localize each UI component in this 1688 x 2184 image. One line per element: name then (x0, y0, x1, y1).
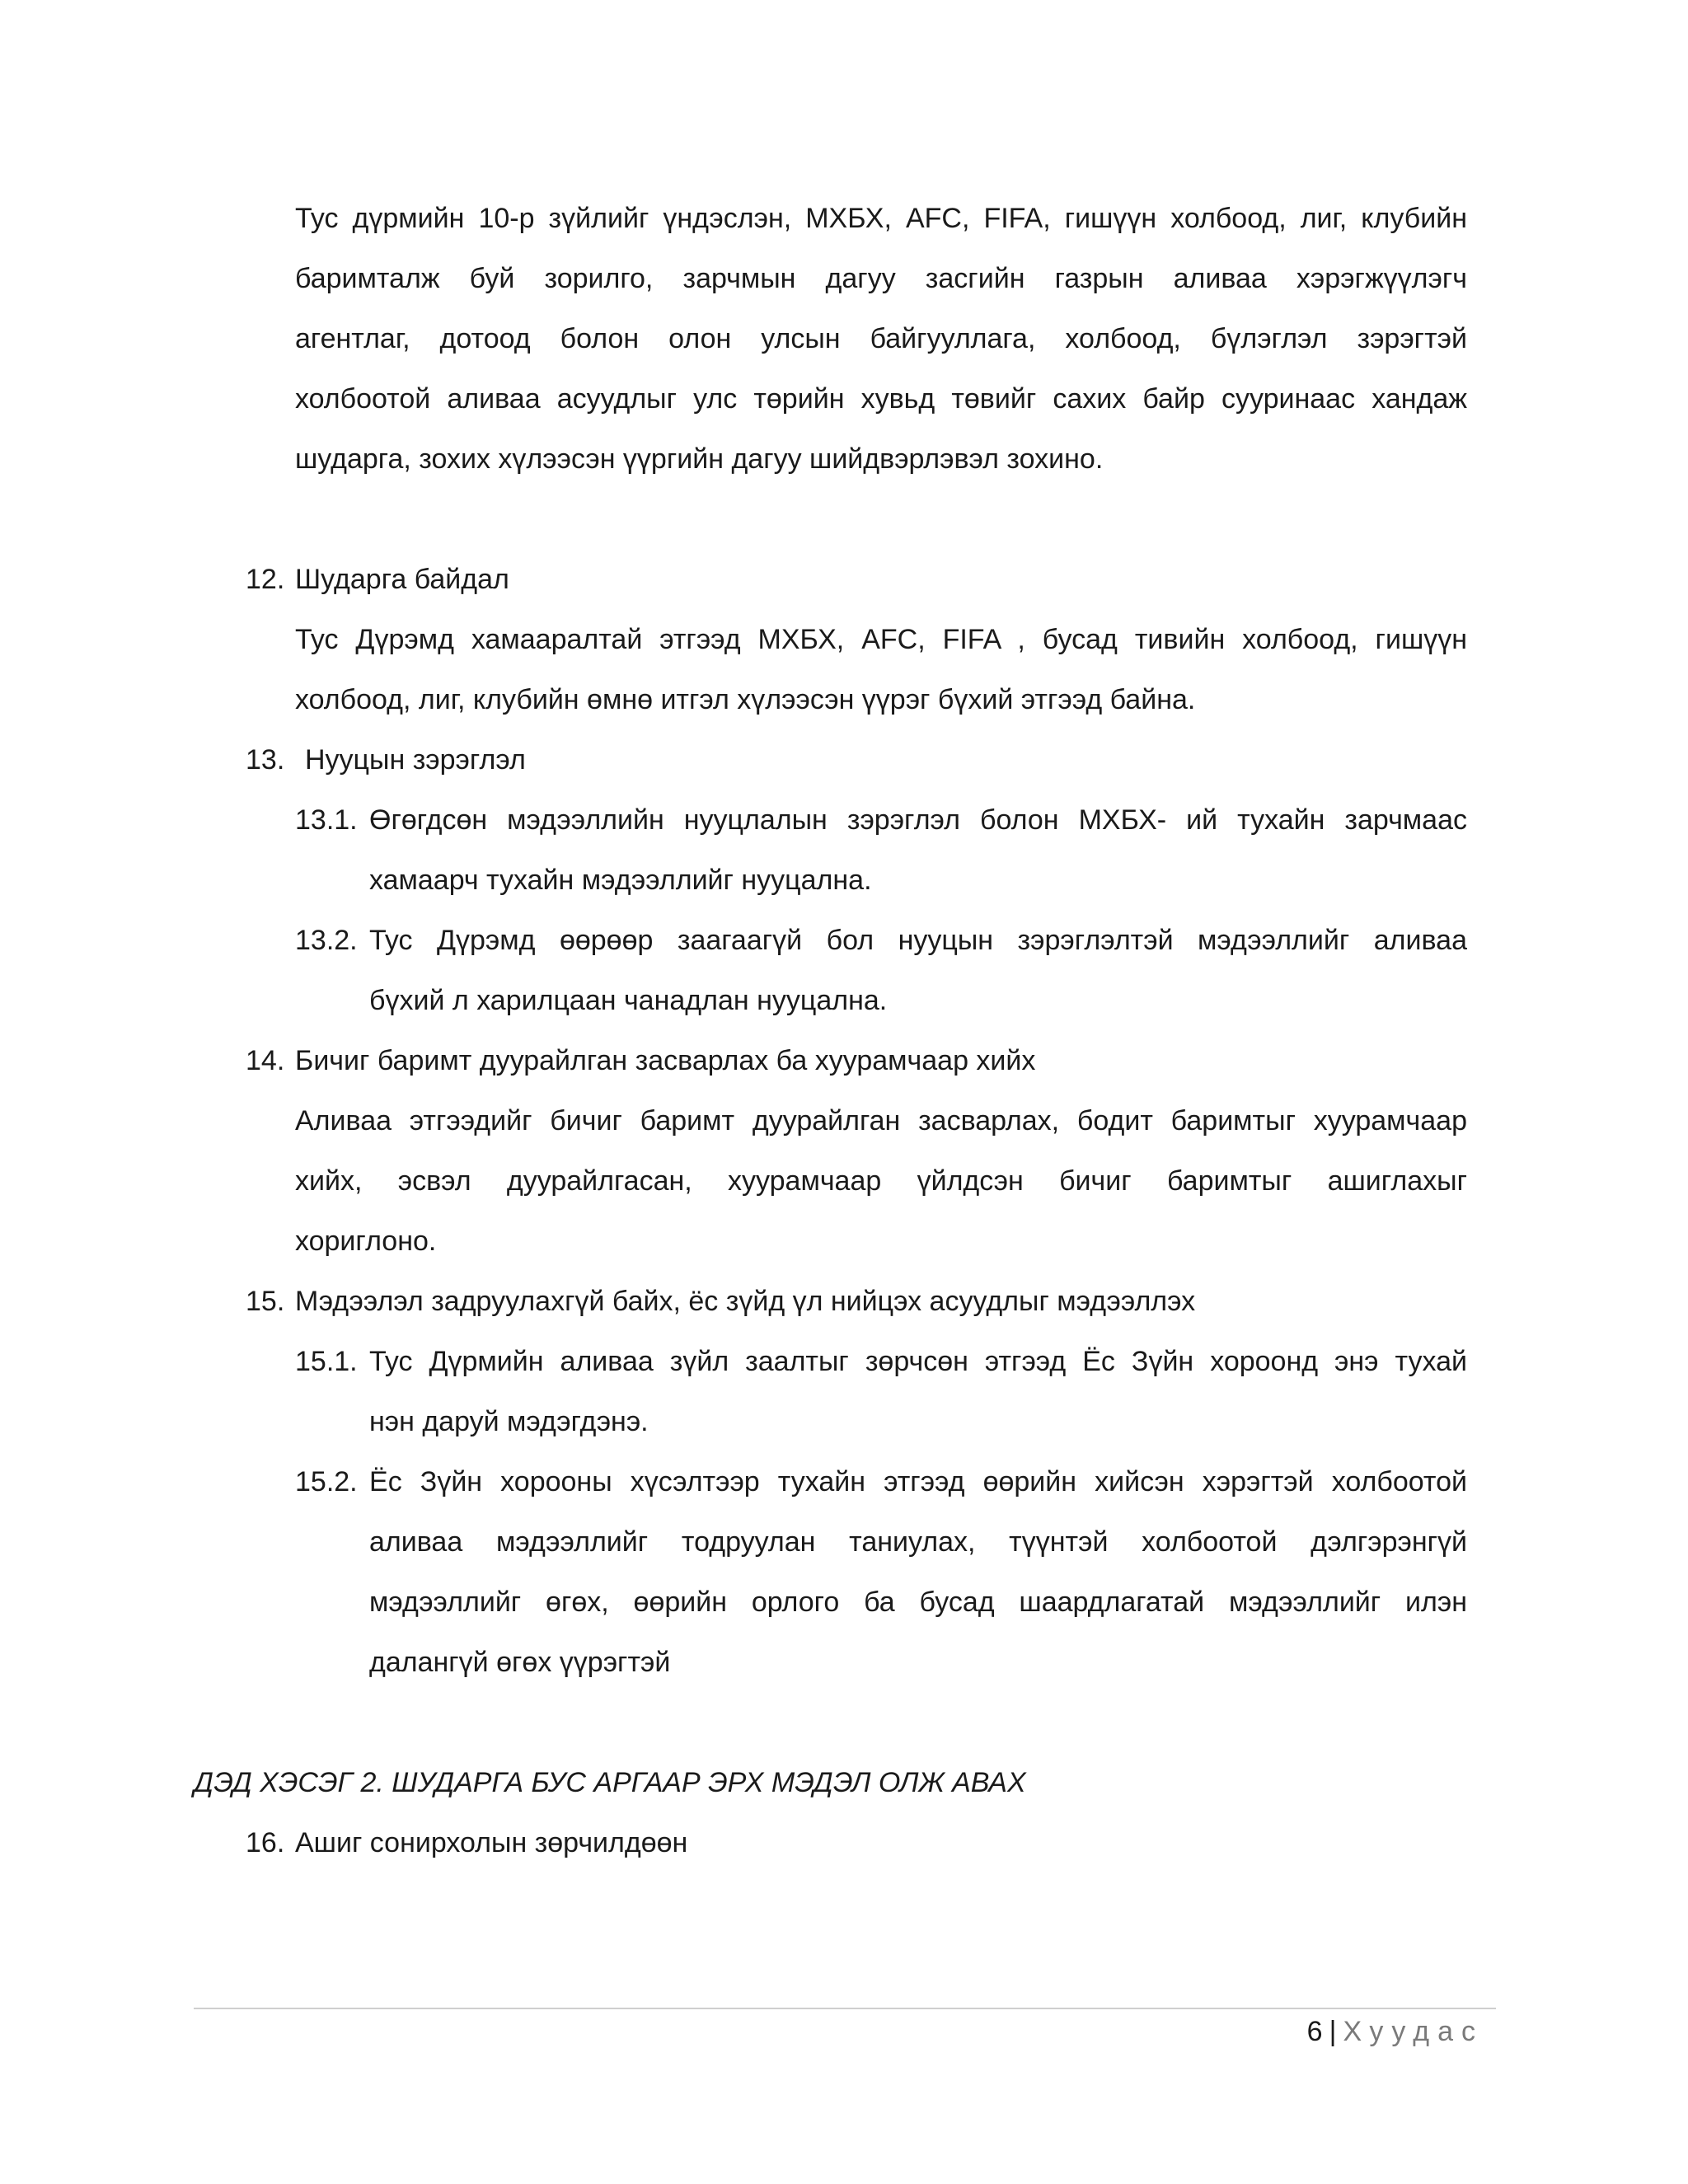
section-number: 16. (246, 1827, 285, 1858)
text-line: Тус Дүрмийн аливаа зүйл заалтыг зөрчсөн этгээд Ёс Зүйн хороонд энэ тухай (369, 1346, 1467, 1377)
text-line: бүхий л харилцаан чанадлан нууцална. (369, 985, 888, 1016)
section-title: Мэдээлэл задруулахгүй байх, ёс зүйд үл нийцэх асуудлыг мэдээллэх (295, 1286, 1196, 1317)
part-heading: ДЭД ХЭСЭГ 2. ШУДАРГА БУС АРГААР ЭРХ МЭДЭЛ ОЛЖ АВАХ (194, 1767, 1026, 1798)
text-line: нэн даруй мэдэгдэнэ. (369, 1406, 649, 1437)
subsection-number: 13.2. (295, 925, 358, 956)
subsection-number: 15.2. (295, 1466, 358, 1497)
section-number: 12. (246, 564, 285, 595)
footer-divider (194, 2008, 1496, 2009)
text-line: агентлаг, дотоод болон олон улсын байгууллага, холбоод, бүлэглэл зэрэгтэй (295, 323, 1467, 354)
section-number: 14. (246, 1045, 285, 1076)
text-line: холбоод, лиг, клубийн өмнө итгэл хүлээсэн үүрэг бүхий этгээд байна. (295, 684, 1196, 715)
text-line: Тус Дүрэмд хамааралтай этгээд МХБХ, AFC, FIFA , бусад тивийн холбоод, гишүүн (295, 624, 1467, 655)
text-line: хориглоно. (295, 1226, 437, 1257)
subsection-number: 15.1. (295, 1346, 358, 1377)
text-line: Аливаа этгээдийг бичиг баримт дуурайлган засварлах, бодит баримтыг хуурамчаар (295, 1105, 1467, 1137)
section-number: 13. (246, 744, 285, 776)
text-line: мэдээллийг өгөх, өөрийн орлого ба бусад шаардлагатай мэдээллийг илэн (369, 1586, 1467, 1618)
subsection-number: 13.1. (295, 804, 358, 836)
page-label: Хуудас (1343, 2016, 1484, 2047)
text-line: аливаа мэдээллийг тодруулан таниулах, түүнтэй холбоотой дэлгэрэнгүй (369, 1526, 1467, 1558)
page-number: 6 (1306, 2016, 1323, 2047)
section-title: Ашиг сонирхолын зөрчилдөөн (295, 1827, 688, 1858)
footer-separator: | (1329, 2016, 1337, 2047)
section-title: Бичиг баримт дуурайлган засварлах ба хуурамчаар хийх (295, 1045, 1036, 1076)
section-title: Нууцын зэрэглэл (305, 744, 526, 776)
text-line: хийх, эсвэл дуурайлгасан, хуурамчаар үйлдсэн бичиг баримтыг ашиглахыг (295, 1165, 1467, 1197)
text-line: далангүй өгөх үүрэгтэй (369, 1647, 671, 1678)
text-line: баримталж буй зорилго, зарчмын дагуу засгийн газрын аливаа хэрэгжүүлэгч (295, 263, 1467, 294)
text-line: Тус Дүрэмд өөрөөр заагаагүй бол нууцын зэрэглэлтэй мэдээллийг аливаа (369, 925, 1467, 956)
text-line: Тус дүрмийн 10-р зүйлийг үндэслэн, МХБХ, AFC, FIFA, гишүүн холбоод, лиг, клубийн (295, 203, 1467, 234)
text-line: холбоотой аливаа асуудлыг улс төрийн хувьд төвийг сахих байр сууринаас хандаж (295, 383, 1467, 415)
text-line: шударга, зохих хүлээсэн үүргийн дагуу шийдвэрлэвэл зохино. (295, 443, 1104, 475)
text-line: Өгөгдсөн мэдээллийн нууцлалын зэрэглэл болон МХБХ- ий тухайн зарчмаас (369, 804, 1467, 836)
section-number: 15. (246, 1286, 285, 1317)
text-line: Ёс Зүйн хорооны хүсэлтээр тухайн этгээд өөрийн хийсэн хэрэгтэй холбоотой (369, 1466, 1467, 1497)
text-line: хамаарч тухайн мэдээллийг нууцална. (369, 865, 872, 896)
page-footer (1307, 2018, 1484, 2046)
section-title: Шударга байдал (295, 564, 509, 595)
